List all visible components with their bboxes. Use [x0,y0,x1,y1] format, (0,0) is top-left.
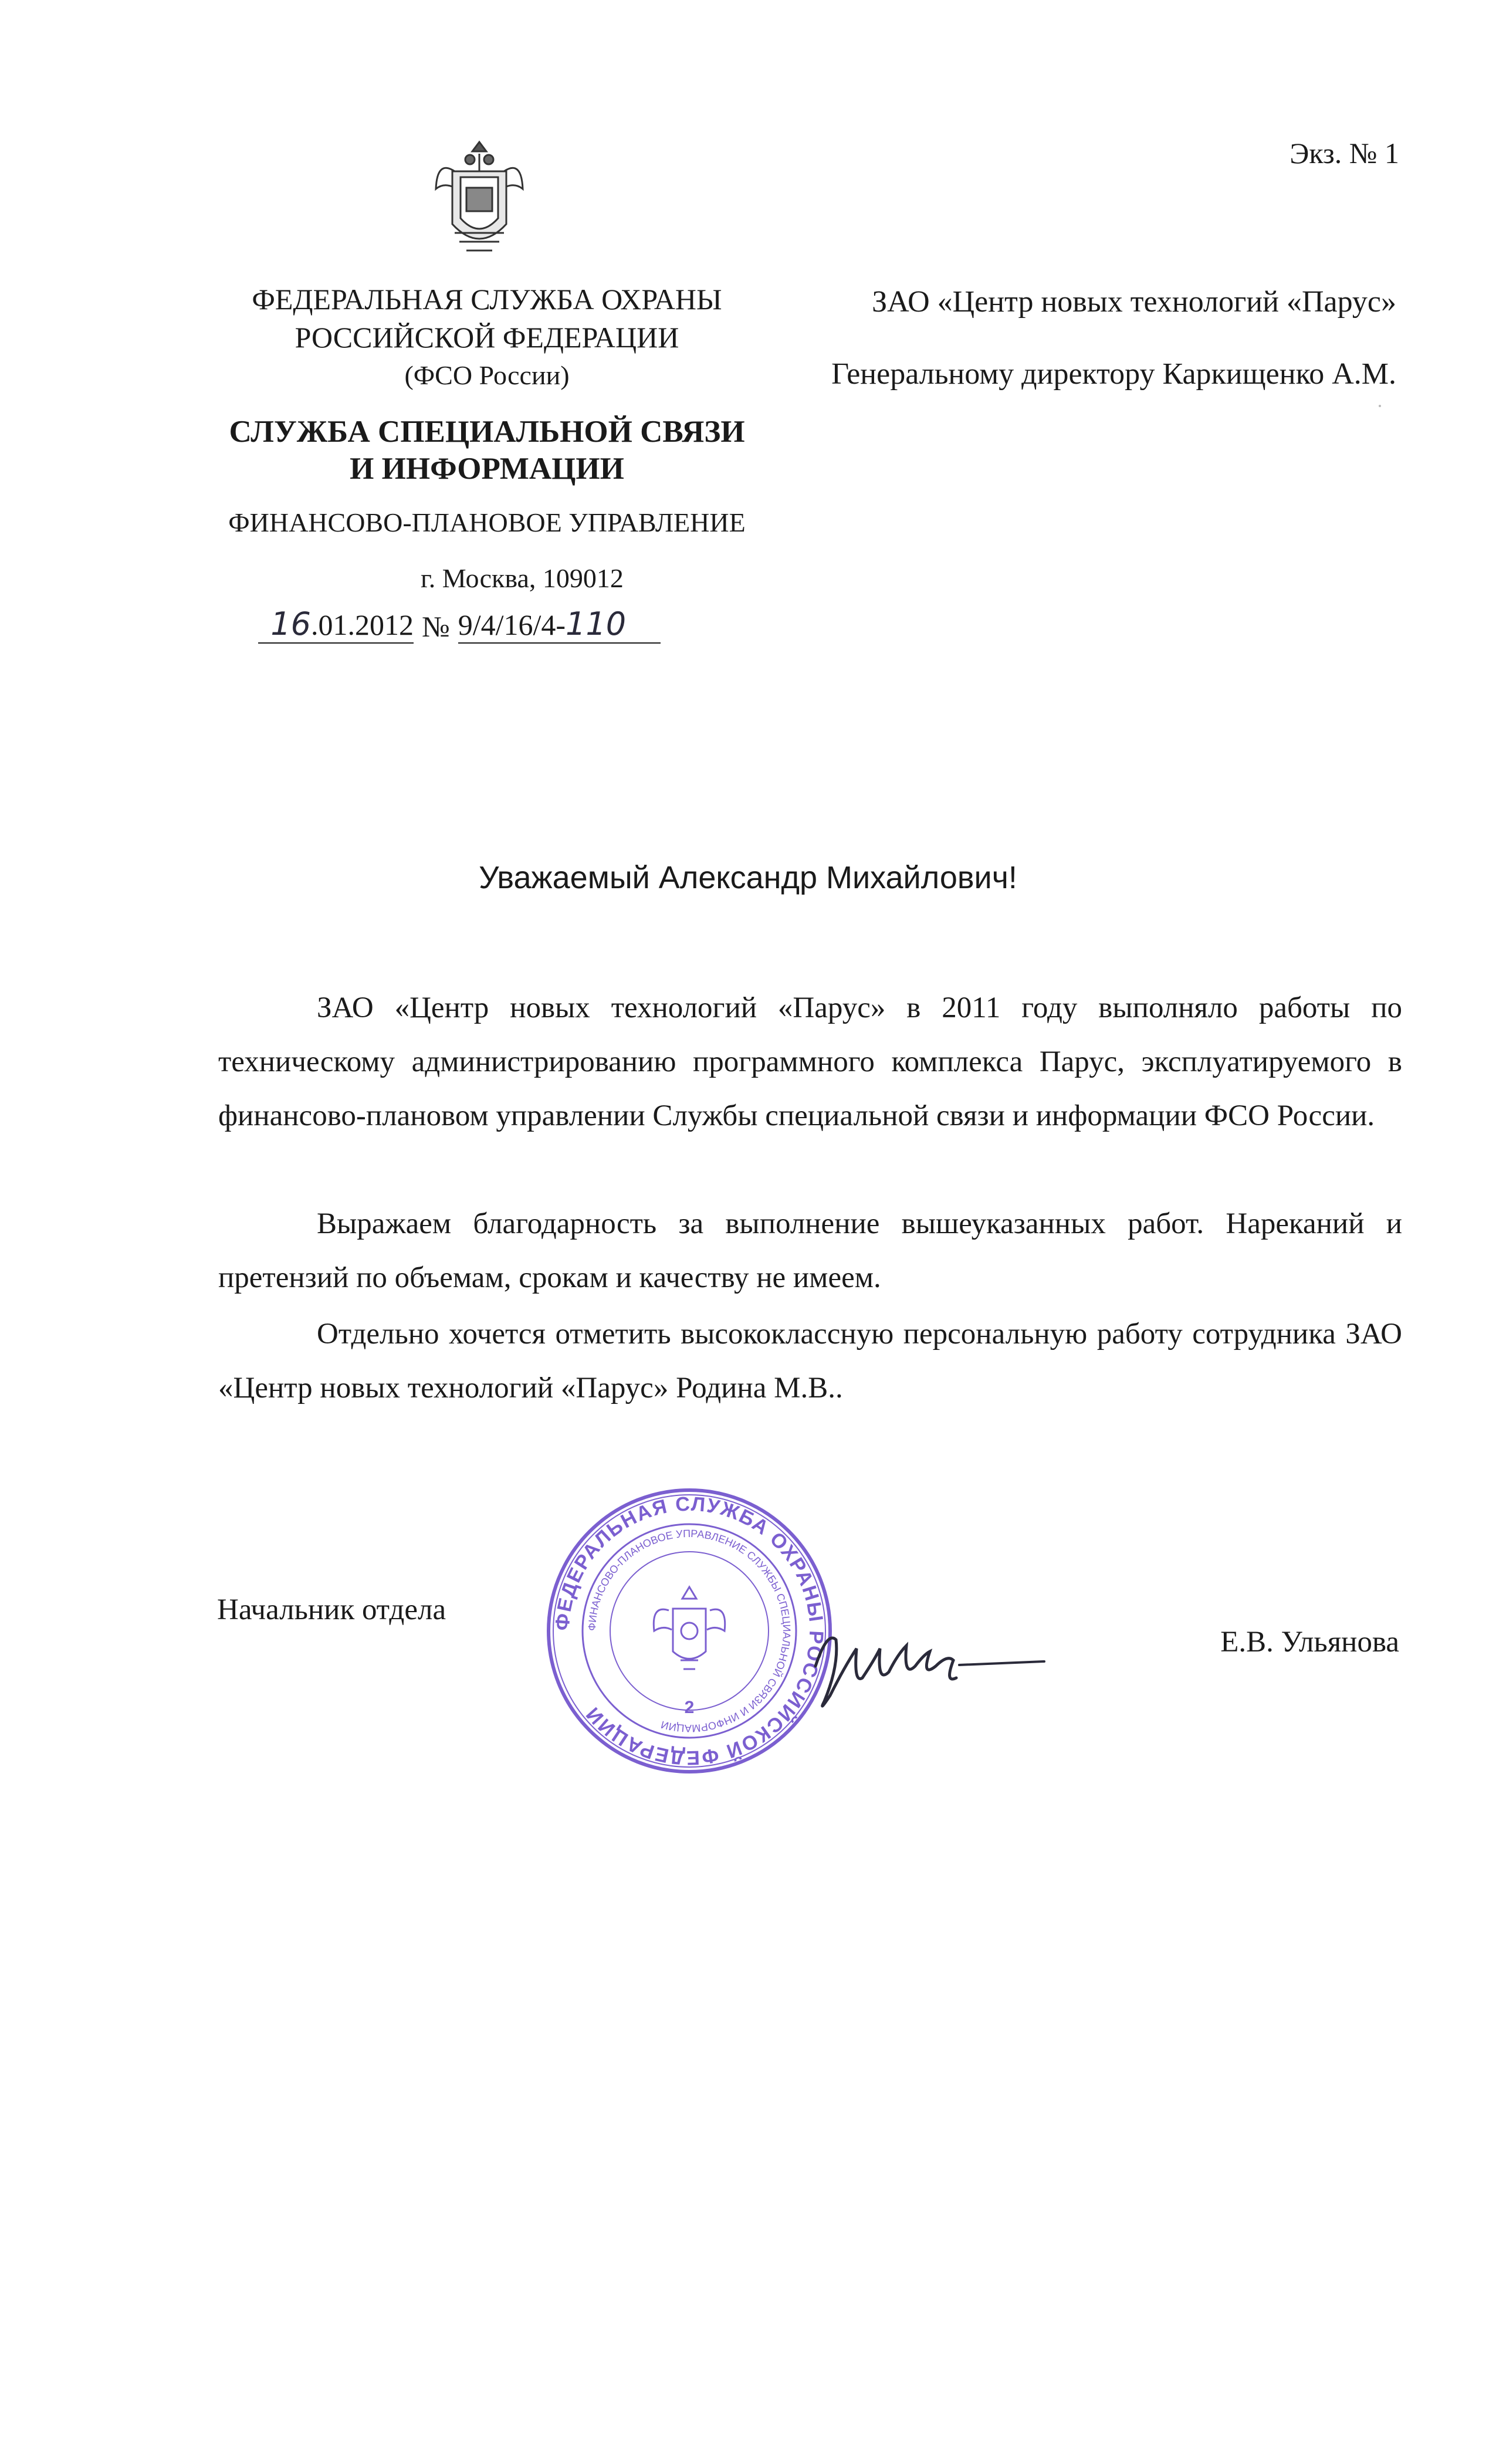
stamp-eagle-icon [654,1587,725,1669]
stamp-number: 2 [684,1698,695,1717]
stamp-outer-text: ФЕДЕРАЛЬНАЯ СЛУЖБА ОХРАНЫ РОССИЙСКОЙ ФЕДЕРАЦИИ [551,1492,828,1769]
city-postcode: г. Москва, 109012 [421,563,624,593]
signatory-title: Начальник отдела [217,1593,446,1626]
addressee-person: Генеральному директору Каркищенко А.М. [831,357,1396,391]
paragraph-1 [218,981,1402,1143]
paragraph-3-text: Отдельно хочется отметить высококлассную персональную работу сотрудника ЗАО «Центр новых технологий «Парус» Родина М.В.. [218,1318,1402,1404]
org-name-line2: РОССИЙСКОЙ ФЕДЕРАЦИИ [295,321,679,354]
reg-number-field [458,605,661,644]
addressee-company: ЗАО «Центр новых технологий «Парус» [872,285,1396,319]
date-day: 16 [270,605,311,642]
fso-emblem-icon [431,136,527,262]
paragraph-2-text: Выражаем благодарность за выполнение вышеуказанных работ. Нареканий и претензий по объемам, срокам и качеству не имеем. [218,1207,1402,1294]
department-name: ФИНАНСОВО-ПЛАНОВОЕ УПРАВЛЕНИЕ [228,507,746,537]
signatory-name: Е.В. Ульянова [1220,1626,1399,1659]
date-field [258,605,414,644]
paragraph-2 [218,1197,1402,1305]
registration-line [258,605,661,647]
date-month-year: .01.2012 [311,608,414,641]
org-name-line1: ФЕДЕРАЛЬНАЯ СЛУЖБА ОХРАНЫ [252,283,722,316]
reg-number-suffix: 110 [566,605,627,642]
reg-number-prefix: 9/4/16/4- [458,608,566,641]
handwritten-signature [804,1596,1050,1731]
stamp-inner-text: ФИНАНСОВО-ПЛАНОВОЕ УПРАВЛЕНИЕ СЛУЖБЫ СПЕЦИАЛЬНОЙ СВЯЗИ И ИНФОРМАЦИИ [585,1527,793,1735]
copy-number: Экз. № 1 [1289,137,1399,170]
service-name-line1: СЛУЖБА СПЕЦИАЛЬНОЙ СВЯЗИ [229,415,745,449]
org-abbreviation: (ФСО России) [404,360,570,390]
service-name-line2: И ИНФОРМАЦИИ [350,452,624,486]
paragraph-3 [218,1307,1402,1415]
paragraph-1-text: ЗАО «Центр новых технологий «Парус» в 2011 году выполняло работы по техническому администрированию программного комплекса Парус, эксплуатируемого в финансово-плановом управлении Службы специальной связи и информации ФСО России. [218,991,1402,1132]
greeting: Уважаемый Александр Михайлович! [479,860,1017,895]
scan-speck [1379,405,1381,407]
official-seal-stamp [543,1484,836,1778]
number-sign: № [422,610,450,643]
